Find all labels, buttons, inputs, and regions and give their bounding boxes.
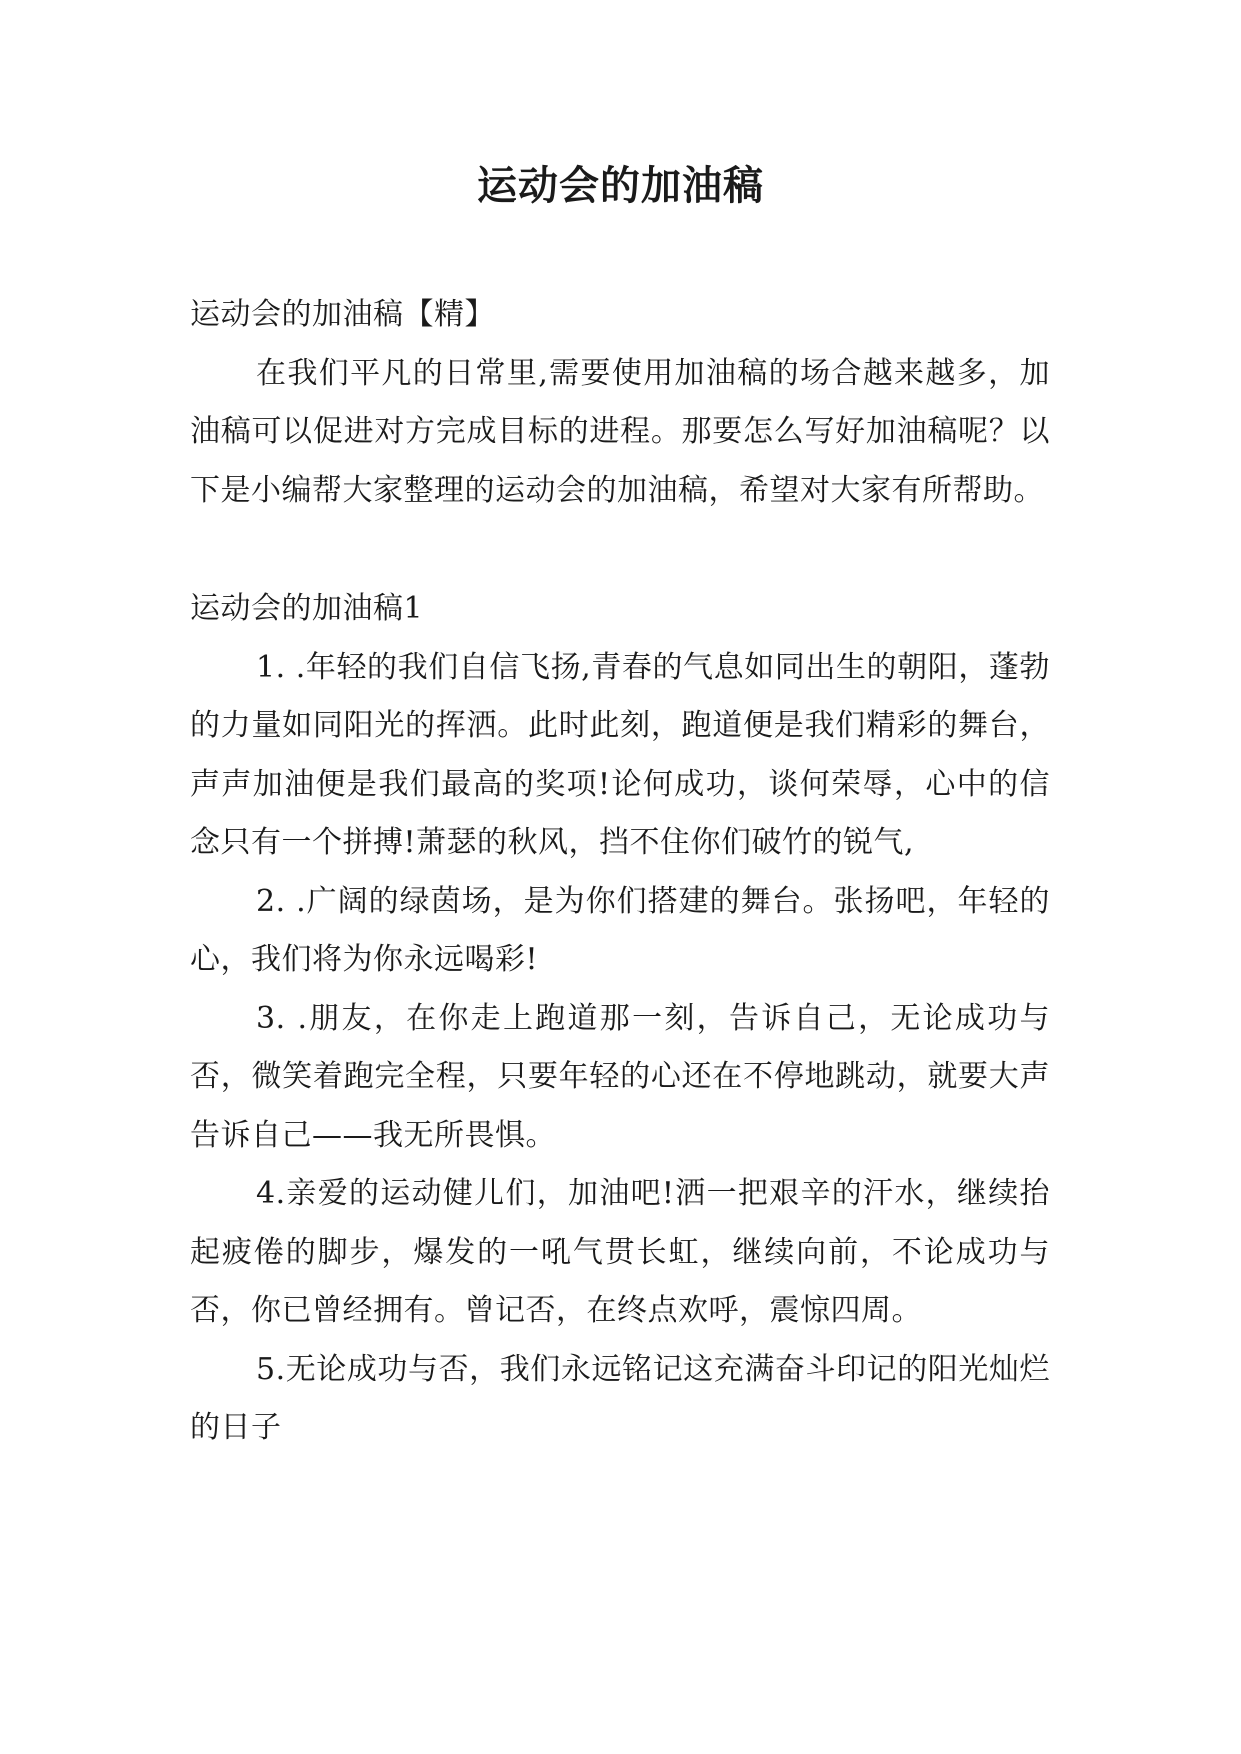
section-heading: 运动会的加油稿1 (190, 591, 424, 626)
document-body (190, 286, 1050, 1458)
intro-paragraph: 在我们平凡的日常里,需要使用加油稿的场合越来越多，加油稿可以促进对方完成目标的进程。那要怎么写好加油稿呢？以下是小编帮大家整理的运动会的加油稿，希望对大家有所帮助。 (190, 355, 1050, 508)
document-title: 运动会的加油稿 (477, 163, 764, 209)
cheer-item: 5.无论成功与否，我们永远铭记这充满奋斗印记的阳光灿烂的日子 (190, 1351, 1050, 1445)
document-subtitle: 运动会的加油稿【精】 (190, 297, 495, 332)
cheer-item: 3. .朋友，在你走上跑道那一刻，告诉自己，无论成功与否，微笑着跑完全程，只要年轻的心还在不停地跳动，就要大声告诉自己——我无所畏惧。 (190, 1000, 1050, 1153)
cheer-item: 4.亲爱的运动健儿们，加油吧!洒一把艰辛的汗水，继续抬起疲倦的脚步，爆发的一吼气贯长虹，继续向前，不论成功与否，你已曾经拥有。曾记否，在终点欢呼，震惊四周。 (190, 1176, 1050, 1328)
cheer-item: 2. .广阔的绿茵场，是为你们搭建的舞台。张扬吧，年轻的心，我们将为你永远喝彩! (190, 883, 1050, 977)
cheer-item: 1. .年轻的我们自信飞扬,青春的气息如同出生的朝阳，蓬勃的力量如同阳光的挥洒。此时此刻，跑道便是我们精彩的舞台，声声加油便是我们最高的奖项!论何成功，谈何荣辱，心中的信念只有一个拼搏!萧瑟的秋风，挡不住你们破竹的锐气, (190, 649, 1050, 860)
section-gap (190, 520, 1050, 580)
